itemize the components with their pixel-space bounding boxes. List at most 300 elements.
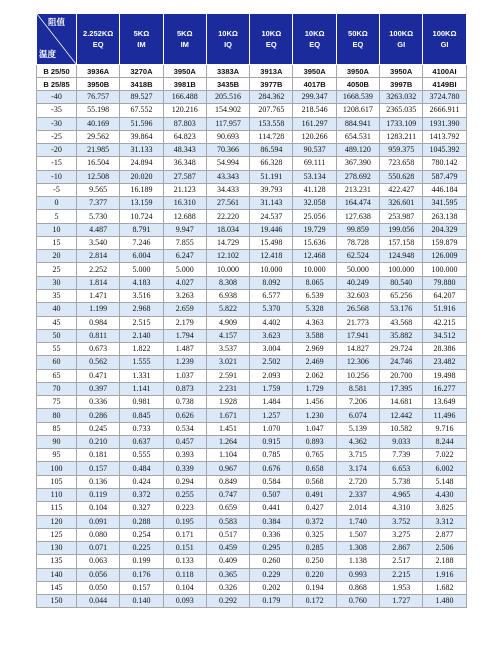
resistance-cell: 39.864 — [120, 130, 163, 143]
resistance-cell: 6.002 — [423, 462, 466, 475]
resistance-cell: 263.138 — [423, 210, 466, 223]
column-header-unit: EQ — [352, 40, 364, 49]
resistance-cell: 20.700 — [380, 369, 423, 382]
resistance-cell: 1.257 — [250, 409, 293, 422]
temperature-cell: 135 — [37, 555, 77, 568]
resistance-cell: 13.649 — [423, 396, 466, 409]
resistance-cell: 5.738 — [380, 475, 423, 488]
table-row — [37, 542, 467, 555]
resistance-cell: 2.968 — [120, 303, 163, 316]
resistance-cell: 12.468 — [293, 250, 336, 263]
resistance-cell: 0.372 — [120, 488, 163, 501]
resistance-cell: 3263.032 — [380, 91, 423, 104]
resistance-cell: 0.202 — [250, 581, 293, 594]
table-row — [37, 144, 467, 157]
resistance-cell: 723.658 — [380, 157, 423, 170]
temperature-cell: 20 — [37, 250, 77, 263]
resistance-cell: 7.246 — [120, 236, 163, 249]
resistance-cell: 0.372 — [293, 515, 336, 528]
resistance-cell: 199.056 — [380, 223, 423, 236]
resistance-cell: 36.348 — [163, 157, 206, 170]
temperature-cell: 25 — [37, 263, 77, 276]
temperature-cell: 60 — [37, 356, 77, 369]
resistance-cell: 41.128 — [293, 183, 336, 196]
table-row — [37, 369, 467, 382]
resistance-cell: 15.498 — [250, 236, 293, 249]
b-value-cell: 3950A — [380, 65, 423, 78]
resistance-cell: 12.306 — [336, 356, 379, 369]
temperature-cell: 145 — [37, 581, 77, 594]
table-row — [37, 263, 467, 276]
resistance-cell: 1.239 — [163, 356, 206, 369]
table-row — [37, 316, 467, 329]
resistance-cell: 153.558 — [250, 117, 293, 130]
resistance-cell: 99.859 — [336, 223, 379, 236]
column-header — [206, 14, 249, 65]
resistance-cell: 0.873 — [163, 382, 206, 395]
resistance-cell: 43.343 — [206, 170, 249, 183]
resistance-cell: 0.984 — [77, 316, 120, 329]
table-row — [37, 568, 467, 581]
resistance-cell: 124.948 — [380, 250, 423, 263]
temperature-cell: 110 — [37, 488, 77, 501]
resistance-cell: 2.517 — [380, 555, 423, 568]
resistance-cell: 0.286 — [77, 409, 120, 422]
resistance-cell: 14.729 — [206, 236, 249, 249]
resistance-cell: 100.000 — [380, 263, 423, 276]
resistance-cell: 5.139 — [336, 422, 379, 435]
resistance-cell: 0.171 — [163, 528, 206, 541]
resistance-cell: 29.724 — [380, 343, 423, 356]
resistance-cell: 53.176 — [380, 303, 423, 316]
b-value-cell: 4017B — [293, 78, 336, 91]
resistance-cell: 0.194 — [293, 581, 336, 594]
resistance-cell: 5.822 — [206, 303, 249, 316]
resistance-cell: 0.104 — [163, 581, 206, 594]
resistance-cell: 1733.109 — [380, 117, 423, 130]
resistance-cell: 6.938 — [206, 289, 249, 302]
resistance-cell: 40.169 — [77, 117, 120, 130]
b-value-label: B 25/50 — [37, 65, 77, 78]
resistance-cell: 0.384 — [250, 515, 293, 528]
resistance-cell: 0.583 — [206, 515, 249, 528]
resistance-cell: 654.531 — [336, 130, 379, 143]
resistance-cell: 0.250 — [293, 555, 336, 568]
resistance-cell: 13.159 — [120, 197, 163, 210]
table-row — [37, 396, 467, 409]
resistance-cell: 16.504 — [77, 157, 120, 170]
resistance-cell: 1.308 — [336, 542, 379, 555]
temperature-cell: 105 — [37, 475, 77, 488]
resistance-cell: 12.688 — [163, 210, 206, 223]
resistance-cell: 0.637 — [120, 435, 163, 448]
resistance-cell: 1668.539 — [336, 91, 379, 104]
column-header-unit: GI — [440, 40, 449, 49]
resistance-cell: 66.328 — [250, 157, 293, 170]
column-header-value: 10KΩ — [218, 29, 238, 38]
b-value-cell: 3435B — [206, 78, 249, 91]
resistance-cell: 253.987 — [380, 210, 423, 223]
resistance-cell: 0.981 — [120, 396, 163, 409]
resistance-cell: 0.255 — [163, 488, 206, 501]
resistance-cell: 0.176 — [120, 568, 163, 581]
resistance-cell: 2.179 — [163, 316, 206, 329]
table-row — [37, 289, 467, 302]
resistance-cell: 17.941 — [336, 329, 379, 342]
resistance-cell: 0.179 — [250, 595, 293, 608]
resistance-cell: 79.880 — [423, 276, 466, 289]
resistance-cell: 0.673 — [77, 343, 120, 356]
resistance-cell: 2.867 — [380, 542, 423, 555]
temperature-cell: -15 — [37, 157, 77, 170]
resistance-cell: 0.339 — [163, 462, 206, 475]
resistance-cell: 299.347 — [293, 91, 336, 104]
resistance-cell: 10.000 — [293, 263, 336, 276]
temperature-cell: 75 — [37, 396, 77, 409]
resistance-cell: 7.739 — [380, 449, 423, 462]
resistance-cell: 0.459 — [206, 542, 249, 555]
resistance-cell: 0.080 — [77, 528, 120, 541]
resistance-cell: 0.288 — [120, 515, 163, 528]
resistance-cell: 0.140 — [120, 595, 163, 608]
resistance-cell: 35.882 — [380, 329, 423, 342]
resistance-cell: 0.151 — [163, 542, 206, 555]
resistance-cell: 3.715 — [336, 449, 379, 462]
resistance-cell: 2.591 — [206, 369, 249, 382]
b-value-cell: 3950A — [336, 65, 379, 78]
resistance-cell: 489.120 — [336, 144, 379, 157]
table-body — [37, 65, 467, 608]
column-header-unit: EQ — [309, 40, 321, 49]
resistance-cell: 8.092 — [250, 276, 293, 289]
resistance-cell: 0.336 — [250, 528, 293, 541]
resistance-cell: 4.027 — [163, 276, 206, 289]
resistance-cell: 0.555 — [120, 449, 163, 462]
resistance-cell: 25.056 — [293, 210, 336, 223]
resistance-cell: 0.365 — [206, 568, 249, 581]
table-row — [37, 329, 467, 342]
resistance-cell: 51.916 — [423, 303, 466, 316]
resistance-cell: 0.868 — [336, 581, 379, 594]
resistance-cell: 164.474 — [336, 197, 379, 210]
column-header-value: 10KΩ — [261, 29, 282, 38]
temperature-cell: -20 — [37, 144, 77, 157]
table-row — [37, 382, 467, 395]
resistance-cell: 4.363 — [293, 316, 336, 329]
resistance-cell: 0.325 — [293, 528, 336, 541]
resistance-cell: 1.138 — [336, 555, 379, 568]
column-header-value: 50KΩ — [348, 29, 368, 38]
resistance-cell: 78.728 — [336, 236, 379, 249]
resistance-cell: 9.947 — [163, 223, 206, 236]
resistance-cell: 24.537 — [250, 210, 293, 223]
resistance-cell: 5.328 — [293, 303, 336, 316]
resistance-temperature-table-container — [36, 13, 466, 633]
table-row — [37, 197, 467, 210]
resistance-cell: 1.047 — [293, 422, 336, 435]
b-value-cell: 3997B — [380, 78, 423, 91]
table-row — [37, 528, 467, 541]
resistance-cell: 0.091 — [77, 515, 120, 528]
temperature-cell: 80 — [37, 409, 77, 422]
resistance-cell: 0.133 — [163, 555, 206, 568]
corner-label-resistance: 阻值 — [47, 17, 65, 27]
resistance-cell: 1045.392 — [423, 144, 466, 157]
resistance-cell: 24.746 — [380, 356, 423, 369]
resistance-cell: 21.773 — [336, 316, 379, 329]
temperature-cell: 120 — [37, 515, 77, 528]
resistance-cell: 0.397 — [77, 382, 120, 395]
resistance-cell: 4.183 — [120, 276, 163, 289]
resistance-cell: 19.729 — [293, 223, 336, 236]
resistance-cell: 0.676 — [250, 462, 293, 475]
resistance-cell: 1.471 — [77, 289, 120, 302]
b-value-cell: 3418B — [120, 78, 163, 91]
temperature-cell: 50 — [37, 329, 77, 342]
resistance-cell: 3.540 — [77, 236, 120, 249]
resistance-temperature-table — [36, 13, 467, 608]
resistance-cell: 0.044 — [77, 595, 120, 608]
resistance-cell: 42.215 — [423, 316, 466, 329]
corner-label-temperature: 温度 — [39, 49, 57, 59]
resistance-cell: 11.496 — [423, 409, 466, 422]
resistance-cell: 3724.780 — [423, 91, 466, 104]
resistance-cell: 0.210 — [77, 435, 120, 448]
b-value-cell: 3913A — [250, 65, 293, 78]
resistance-cell: 12.418 — [250, 250, 293, 263]
temperature-cell: 90 — [37, 435, 77, 448]
resistance-cell: 0.658 — [293, 462, 336, 475]
resistance-cell: 0.626 — [163, 409, 206, 422]
temperature-cell: 70 — [37, 382, 77, 395]
resistance-cell: 1.484 — [250, 396, 293, 409]
table-row — [37, 117, 467, 130]
table-row — [37, 276, 467, 289]
resistance-cell: 10.000 — [206, 263, 249, 276]
resistance-cell: 2.014 — [336, 502, 379, 515]
resistance-cell: 205.516 — [206, 91, 249, 104]
resistance-cell: 6.247 — [163, 250, 206, 263]
b-value-label: B 25/85 — [37, 78, 77, 91]
resistance-cell: 0.893 — [293, 435, 336, 448]
resistance-cell: 0.050 — [77, 581, 120, 594]
resistance-cell: 0.584 — [250, 475, 293, 488]
resistance-cell: 16.277 — [423, 382, 466, 395]
b-value-cell: 3977B — [250, 78, 293, 91]
resistance-cell: 284.362 — [250, 91, 293, 104]
resistance-cell: 0.229 — [250, 568, 293, 581]
resistance-cell: 17.395 — [380, 382, 423, 395]
resistance-cell: 69.111 — [293, 157, 336, 170]
resistance-cell: 1.456 — [293, 396, 336, 409]
resistance-cell: 4.487 — [77, 223, 120, 236]
resistance-cell: 51.596 — [120, 117, 163, 130]
resistance-cell: 884.941 — [336, 117, 379, 130]
table-row — [37, 170, 467, 183]
resistance-cell: 32.058 — [293, 197, 336, 210]
resistance-cell: 0.568 — [293, 475, 336, 488]
resistance-cell: 1.104 — [206, 449, 249, 462]
table-row — [37, 303, 467, 316]
table-row — [37, 250, 467, 263]
table-row — [37, 449, 467, 462]
resistance-cell: 6.074 — [336, 409, 379, 422]
resistance-cell: 0.424 — [120, 475, 163, 488]
resistance-cell: 3.825 — [423, 502, 466, 515]
temperature-cell: 0 — [37, 197, 77, 210]
resistance-cell: 39.793 — [250, 183, 293, 196]
resistance-cell: 0.295 — [250, 542, 293, 555]
resistance-cell: 207.765 — [250, 104, 293, 117]
temperature-cell: 15 — [37, 236, 77, 249]
resistance-cell: 0.285 — [293, 542, 336, 555]
resistance-cell: 15.636 — [293, 236, 336, 249]
temperature-cell: 100 — [37, 462, 77, 475]
resistance-cell: 2.720 — [336, 475, 379, 488]
resistance-cell: 0.294 — [163, 475, 206, 488]
resistance-cell: 32.603 — [336, 289, 379, 302]
table-row — [37, 555, 467, 568]
table-row — [37, 130, 467, 143]
resistance-cell: 0.104 — [77, 502, 120, 515]
column-header — [293, 14, 336, 65]
column-header-unit: IM — [137, 40, 146, 49]
table-row — [37, 223, 467, 236]
resistance-cell: 0.093 — [163, 595, 206, 608]
resistance-cell: 8.308 — [206, 276, 249, 289]
resistance-cell: 2.506 — [423, 542, 466, 555]
column-header — [120, 14, 163, 65]
resistance-cell: 27.587 — [163, 170, 206, 183]
resistance-cell: 0.765 — [293, 449, 336, 462]
resistance-cell: 90.693 — [206, 130, 249, 143]
temperature-cell: 40 — [37, 303, 77, 316]
resistance-cell: 0.195 — [163, 515, 206, 528]
resistance-cell: 0.811 — [77, 329, 120, 342]
resistance-cell: 3.174 — [336, 462, 379, 475]
resistance-cell: 29.562 — [77, 130, 120, 143]
resistance-cell: 4.965 — [380, 488, 423, 501]
resistance-cell: 10.724 — [120, 210, 163, 223]
table-row — [37, 183, 467, 196]
resistance-cell: 19.446 — [250, 223, 293, 236]
resistance-cell: 3.004 — [250, 343, 293, 356]
resistance-cell: 1.729 — [293, 382, 336, 395]
b-value-cell: 3383A — [206, 65, 249, 78]
resistance-cell: 14.827 — [336, 343, 379, 356]
resistance-cell: 55.198 — [77, 104, 120, 117]
resistance-cell: 19.498 — [423, 369, 466, 382]
corner-header-cell — [37, 14, 77, 65]
resistance-cell: 53.134 — [293, 170, 336, 183]
column-header-value: 10KΩ — [304, 29, 325, 38]
resistance-cell: 3.312 — [423, 515, 466, 528]
resistance-cell: 0.785 — [250, 449, 293, 462]
b-value-row — [37, 78, 467, 91]
resistance-cell: 0.260 — [250, 555, 293, 568]
resistance-cell: 3.752 — [380, 515, 423, 528]
resistance-cell: 70.366 — [206, 144, 249, 157]
resistance-cell: 48.343 — [163, 144, 206, 157]
resistance-cell: 1.671 — [206, 409, 249, 422]
resistance-cell: 40.249 — [336, 276, 379, 289]
table-row — [37, 409, 467, 422]
resistance-cell: 117.957 — [206, 117, 249, 130]
resistance-cell: 1.264 — [206, 435, 249, 448]
resistance-cell: 8.581 — [336, 382, 379, 395]
resistance-cell: 62.524 — [336, 250, 379, 263]
resistance-cell: 64.823 — [163, 130, 206, 143]
resistance-cell: 2.252 — [77, 263, 120, 276]
resistance-cell: 0.967 — [206, 462, 249, 475]
resistance-cell: 213.231 — [336, 183, 379, 196]
resistance-cell: 2.814 — [77, 250, 120, 263]
resistance-cell: 446.184 — [423, 183, 466, 196]
resistance-cell: 0.245 — [77, 422, 120, 435]
temperature-cell: 85 — [37, 422, 77, 435]
resistance-cell: 1.331 — [120, 369, 163, 382]
resistance-cell: 0.507 — [250, 488, 293, 501]
column-header-unit: IM — [180, 40, 189, 49]
table-header-row — [37, 14, 467, 65]
resistance-cell: 67.552 — [120, 104, 163, 117]
resistance-cell: 1.487 — [163, 343, 206, 356]
resistance-cell: 6.577 — [250, 289, 293, 302]
column-header — [250, 14, 293, 65]
resistance-cell: 2.469 — [293, 356, 336, 369]
resistance-cell: 0.393 — [163, 449, 206, 462]
table-row — [37, 236, 467, 249]
resistance-cell: 0.063 — [77, 555, 120, 568]
resistance-cell: 1.727 — [380, 595, 423, 608]
resistance-cell: 326.601 — [380, 197, 423, 210]
resistance-cell: 0.845 — [120, 409, 163, 422]
resistance-cell: 7.022 — [423, 449, 466, 462]
b-value-cell: 4100AI — [423, 65, 466, 78]
resistance-cell: 1.682 — [423, 581, 466, 594]
resistance-cell: 587.479 — [423, 170, 466, 183]
resistance-cell: 3.275 — [380, 528, 423, 541]
temperature-cell: 30 — [37, 276, 77, 289]
resistance-cell: 0.119 — [77, 488, 120, 501]
temperature-cell: 95 — [37, 449, 77, 462]
resistance-cell: 34.512 — [423, 329, 466, 342]
resistance-cell: 2.231 — [206, 382, 249, 395]
resistance-cell: 3.588 — [293, 329, 336, 342]
column-header — [77, 14, 120, 65]
resistance-cell: 1.507 — [336, 528, 379, 541]
resistance-cell: 0.157 — [120, 581, 163, 594]
resistance-cell: 0.327 — [120, 502, 163, 515]
resistance-cell: 23.482 — [423, 356, 466, 369]
column-header-value: 100KΩ — [389, 29, 414, 38]
temperature-cell: 150 — [37, 595, 77, 608]
column-header-unit: IQ — [224, 40, 232, 49]
temperature-cell: -40 — [37, 91, 77, 104]
resistance-cell: 64.207 — [423, 289, 466, 302]
table-row — [37, 515, 467, 528]
column-header-value: 5KΩ — [176, 29, 193, 38]
resistance-cell: 2.093 — [250, 369, 293, 382]
resistance-cell: 0.056 — [77, 568, 120, 581]
resistance-cell: 2.877 — [423, 528, 466, 541]
resistance-cell: 7.206 — [336, 396, 379, 409]
resistance-cell: 0.136 — [77, 475, 120, 488]
temperature-cell: -25 — [37, 130, 77, 143]
resistance-cell: 0.562 — [77, 356, 120, 369]
resistance-cell: 3.263 — [163, 289, 206, 302]
resistance-cell: 0.738 — [163, 396, 206, 409]
